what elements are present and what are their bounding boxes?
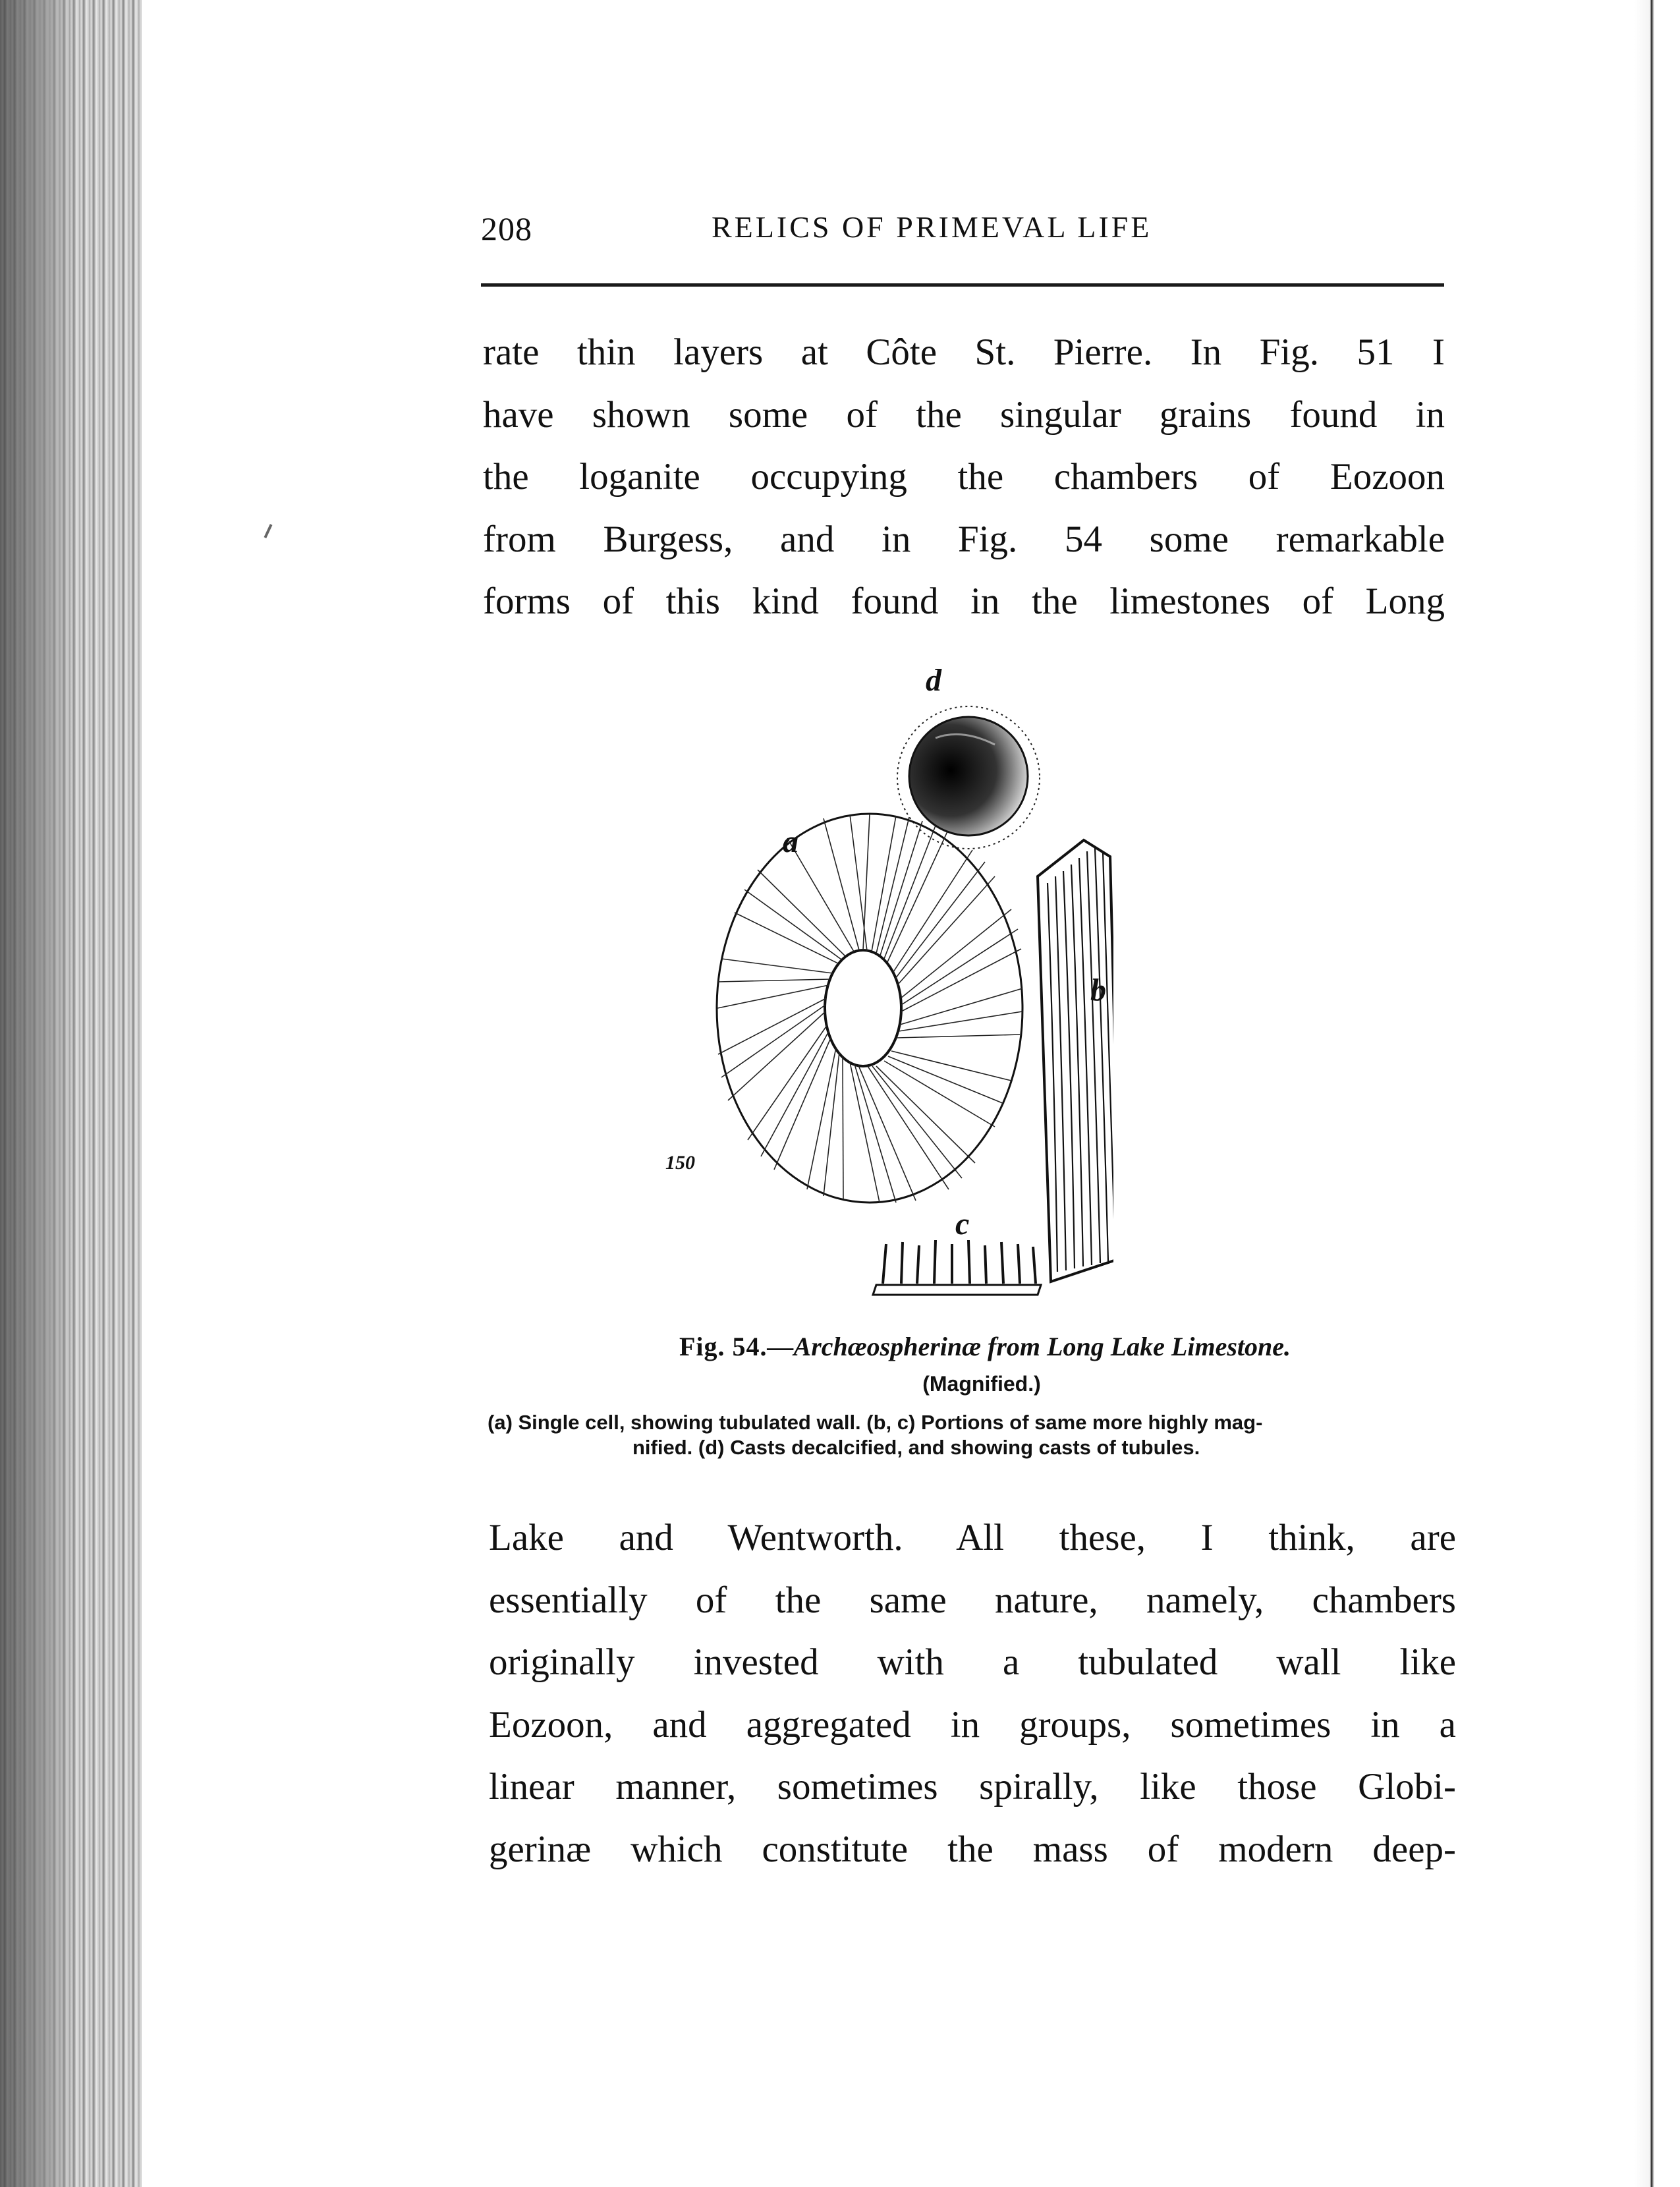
label-c: c [955,1207,970,1241]
text-line: Lake and Wentworth. All these, I think, are [489,1517,1456,1558]
figure-illustration [652,666,1113,1311]
label-d: d [926,663,941,698]
right-page-edge [1634,0,1680,2187]
text-line: have shown some of the singular grains found in [483,393,1445,436]
figure-caption-title [590,1331,1380,1362]
page-header [481,210,1443,249]
magnification-label: 150 [665,1152,695,1174]
text-line: essentially of the same nature, namely, chambers [489,1579,1456,1621]
header-rule [481,283,1444,287]
label-b: b [1090,973,1106,1008]
text-line: rate thin layers at Côte St. Pierre. In Fig. 51 I [483,331,1445,373]
caption-magnified: (Magnified.) [922,1372,1041,1396]
stray-mark [264,524,273,538]
text-line: the loganite occupying the chambers of Eozoon [483,456,1445,497]
figure-number: Fig. 54. [679,1332,768,1361]
specimen-b [1038,840,1113,1282]
text-line: from Burgess, and in Fig. 54 some remarkable [483,518,1445,560]
running-head: RELICS OF PRIMEVAL LIFE [712,210,1152,244]
specimen-d [897,706,1040,849]
figure-54 [652,663,1113,1311]
text-line: originally invested with a tubulated wall like [489,1641,1456,1683]
specimen-c [873,1240,1041,1295]
text-line: Eozoon, and aggregated in groups, sometimes in a [489,1703,1456,1746]
label-a: a [783,824,798,859]
paragraph-top [483,322,1445,633]
text-line: gerinæ which constitute the mass of modern deep- [489,1828,1456,1870]
text-line: forms of this kind found in the limestones of Long [483,581,1445,622]
caption-line: nified. (d) Casts decalcified, and showing casts of tubules. [632,1436,1200,1459]
text-line: linear manner, sometimes spirally, like those Globi- [489,1766,1456,1807]
specimen-a [717,814,1022,1203]
fore-edge-shadow [0,0,79,2187]
caption-line: (a) Single cell, showing tubulated wall. (b, c) Portions of same more highly mag- [488,1411,1263,1434]
page-number: 208 [481,210,532,247]
paragraph-bottom [489,1507,1456,1881]
caption-description [488,1410,1443,1460]
figure-title: —Archæospherinæ from Long Lake Limestone. [767,1332,1291,1361]
